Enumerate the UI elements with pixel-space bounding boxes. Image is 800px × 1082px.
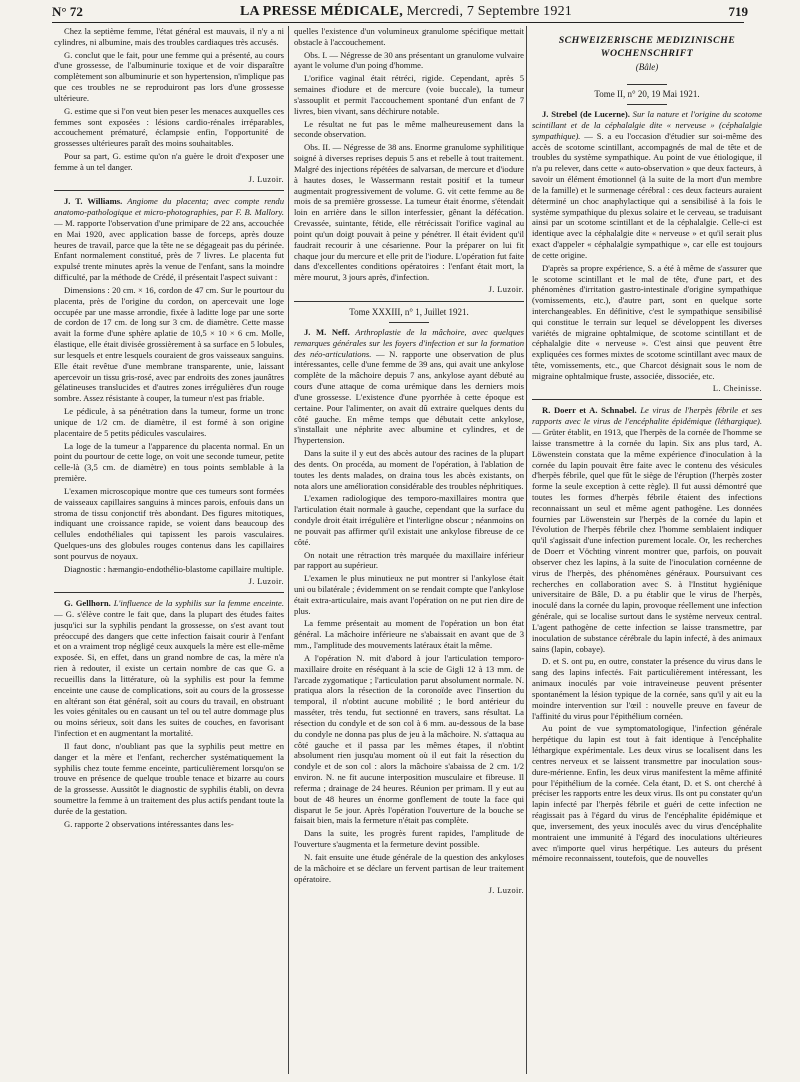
column-right: [532, 26, 762, 1078]
paragraph: Le pédicule, à sa pénétration dans la tumeur, forme un tronc unique de 1/2 cm. de diamètre, il est formé à son origine placentaire de 5 petits pédicules vasculaires.: [54, 406, 284, 438]
separator: [54, 190, 284, 191]
article-title: Angiome du placenta; avec compte rendu anatomo-pathologique et micro-photographies, par F. B. Mallory.: [54, 196, 284, 218]
paragraph: Au point de vue symptomatologique, l'infection générale herpétique du lapin est tout à fait identique à l'encéphalite léthargique expérimentale. Les deux virus se localisent dans les centres nerveux et se laissent transmettre par inoculation sous-dure-mérienne. Enfin, les deux virus manifestent la même affinité pour l'épithélium de la cornée. Cela étant, D. et S. ont cherché à préciser les rapports entre les deux virus. Ils ont pu constater qu'un lapin infecté par l'herpès fébrile et guéri de cette infection ne réagissait pas à l'égard du virus de l'encéphalite épidémique et que, inversement, des yeux inoculés avec du virus d'encéphalite montraient une immunité à l'égard des inoculations ultérieures avec n'importe quel virus herpétique. Les auteurs du présent mémoire reconnaissent, toutefois, que de nouvelles: [532, 723, 762, 864]
header-rule: [52, 22, 744, 23]
paragraph: L'examen le plus minutieux ne put montrer si l'ankylose était uni ou bilatérale ; évidemment on se rendait compte que l'ankylose était extra-articulaire, mais avant l'opération on ne put rien dire de plus.: [294, 573, 524, 616]
separator: [54, 592, 284, 593]
issue-date: Mercredi, 7 Septembre 1921: [402, 4, 572, 19]
journal-name: LA PRESSE MÉDICALE,: [240, 4, 403, 19]
paragraph: Diagnostic : hæmangio-endothélio-blastome capillaire multiple.: [64, 563, 284, 574]
article-author: J. M. Neff.: [304, 326, 350, 337]
article-author: G. Gellhorn.: [64, 598, 111, 609]
page-number: 719: [728, 4, 748, 19]
paragraph: La femme présentait au moment de l'opération un bon état général. La mâchoire inférieure ne s'abaissait en avant que de 3 mm., l'amplitude des mouvements latéraux était la même.: [294, 618, 524, 651]
signature: J. Luzoir.: [488, 886, 524, 896]
separator: [627, 84, 667, 85]
signature: J. Luzoir.: [248, 576, 284, 586]
article-author: R. Doerr et A. Schnabel.: [542, 405, 637, 416]
paragraph: La loge de la tumeur a l'apparence du placenta normal. En un point du pourtour de cette loge, on voit une seconde tumeur, petite celle-là (3,5 cm. de diamètre) en tous points semblable à la première.: [54, 440, 284, 484]
article-title: L'influence de la syphilis sur la femme enceinte.: [113, 598, 284, 609]
separator: [627, 104, 667, 105]
paragraph: Pour sa part, G. estime qu'on n'a guère le droit d'exposer une femme à un tel danger.: [54, 151, 284, 172]
paragraph: Obs. I. — Négresse de 30 ans présentant un granulome vulvaire ayant le volume d'un poing d'homme.: [294, 49, 524, 71]
paragraph: L'orifice vaginal était rétréci, rigide. Cependant, après 5 semaines d'iodure et de mercure (voie buccale), la tumeur s'assouplit et permit l'accouchement spontané d'un enfant de 7 livres, bien vivant, sans déchirure notable.: [294, 73, 524, 116]
column-middle: [294, 26, 524, 1078]
paragraph: Dans la suite il y eut des abcès autour des racines de la plupart des dents. On procéda, au moment de l'opération, à l'ablation de toutes les dents malades, on draina tous les abcès existants, on nota alors une amélioration considérable des troubles néphritiques.: [294, 448, 524, 491]
article-title: Le virus de l'herpès fébrile et ses rapports avec le virus de l'encéphalite épidémique (léthargique).: [532, 405, 762, 427]
separator: [532, 399, 762, 400]
article-strebel: [532, 109, 762, 261]
paragraph: quelles l'existence d'un volumineux granulome spécifique mettait obstacle à l'accouchement.: [294, 26, 524, 47]
issue-number: N° 72: [52, 4, 83, 19]
paragraph: A l'opération N. mit d'abord à jour l'articulation temporo-maxillaire droite en réséquant à la scie de Gigli 12 à 13 mm. de l'arcade zygomatique ; l'articulation parut absolument normale. N. pratiqua alors la résection de la coronoïde avec l'insertion du temporal, il n'obtint aucune mobilité ; le bord antérieur du masséter, très tendu, fut sectionné en travers, sans résultat. La résection du condyle et de son col à 6 mm. au-dessous de la base du condyle ne donna pas plus de jeu à la mâchoire. N. s'attaqua au côté gauche et il passa par les mêmes étapes, il n'obtint absolument rien jusqu'au moment où il eut fait la résection du condyle et de son col : alors la mâchoire s'abaissa de 2 cm. 1/2 environ. N. ne fit aucune interposition musculaire et fibreuse. Il referma ; drainage de 24 heures. Réunion per primam. Il y eut au bout de 48 heures un énorme gonflement de toute la face qui disparut le 5e jour. Après l'opération l'ouverture de la bouche se faisait bien, mais la fermeture n'était pas complète.: [294, 652, 524, 826]
journal-heading: [532, 34, 762, 60]
separator: [389, 322, 429, 323]
paragraph: Dans la suite, les progrès furent rapides, l'amplitude de l'ouverture s'augmenta et la fermeture devint possible.: [294, 828, 524, 850]
column-left: [54, 26, 284, 1078]
paragraph: L'examen radiologique des temporo-maxillaires montra que l'articulation était normale à gauche, cependant que la surface du condyle droit était irrégulière et l'interligne obscur ; néanmoins on ne pouvait pas affirmer qu'il existait une ankylose fibreuse de ce côté.: [294, 493, 524, 547]
article-author: J. Strebel (de Lucerne).: [542, 109, 630, 120]
journal-name-line: WOCHENSCHRIFT: [600, 48, 694, 60]
paragraph: — G. s'élève contre le fait que, dans la plupart des études faites jusqu'ici sur la syphilis pendant la grossesse, on s'est avant tout préoccupé des dangers que cette infection faisait courir à l'enfant et on a vraiment trop négligé ceux auxquels la mère est elle-même exposée. Si, en effet, dans un grand nombre de cas, la mère n'a rien à redouter, il existe un certain nombre de cas que G. a recueillis dans la littérature, où la syphilis est pour la femme enceinte une cause de complications, soit au cours de la grossesse en altérant son état général, soit au cours du travail, en obstruant les voies génitales ou en causant un tel ou tel autre dommage plus ou moins sérieux, soit dans les suites de couches, en favorisant l'infection et en augmentant la mortalité.: [54, 608, 284, 739]
article-title: Sur la nature et l'origine du scotome scintillant et de la céphalalgie dite « nerveuse » (céphalalgie sympathique).: [532, 109, 762, 141]
paragraph: — M. rapporte l'observation d'une primipare de 22 ans, accouchée en Mai 1920, avec application basse de forceps, après douze heures de travail, parce que la tête ne se dégageait pas du périnée. Enfant normalement constitué, près de 7 livres. Le placenta fut expulsé trente minutes après la venue de l'enfant, sans la moindre difficulté, par la méthode de Crédé, il présentait l'aspect suivant :: [54, 218, 284, 283]
paragraph: D. et S. ont pu, en outre, constater la présence du virus dans le sang des lapins infectés. Fait particulièrement intéressant, les animaux inoculés par voie intraveineuse peuvent présenter spontanément la lésion typique de la cornée, sans qu'il y ait eu la moindre intervention sur l'œil : nouvelle preuve en faveur de l'affinité du virus pour l'épithélium cornéen.: [532, 656, 762, 721]
paragraph: Obs. II. — Négresse de 38 ans. Enorme granulome syphilitique soigné à diverses reprises depuis 5 ans et rebelle à tout traitement. Malgré des injections répétées de salvarsan, de mercure et d'iodure à hautes doses, le Wassermann restait positif et la tumeur augmentait progressivement de volume. G. vit cette femme au 8e mois de sa première grossesse. La tumeur était énorme, s'étendait loin en arrière dans le sillon interfessier, gênant la défécation. Crevassée, suintante, fétide, elle rétrécissait l'orifice vaginal au point qu'un doigt pouvait à peine y pénétrer. Il était évident qu'il faudrait recourir à une césarienne. Pour la préparer on lui fit chaque jour du mercure et elle prit de l'iodure. L'opération fut faite dans d'excellentes conditions opératoires : l'enfant était mort, la mère mourut, 3 jours après, d'infection.: [294, 142, 524, 283]
paragraph: G. rapporte 2 observations intéressantes dans les-: [64, 818, 234, 829]
separator: [294, 301, 524, 302]
paragraph: N. fait ensuite une étude générale de la question des ankyloses de la mâchoire et se déclare un fervent partisan de leur traitement opératoire.: [294, 851, 524, 884]
paragraph: Chez la septième femme, l'état général est mauvais, il n'y a ni cylindres, ni albumine, mais des troubles cardiaques très accusés.: [54, 26, 284, 47]
paragraph: — N. rapporte une observation de plus intéressantes, celle d'une femme de 39 ans, qui avait une ankylose complète de la mâchoire depuis 7 ans, ankylose ayant débuté au cours d'une attaque de coma urémique dans les derniers mois d'une grossesse. L'existence d'une pyorrhée à cette époque est certaine. Pour l'alimenter, on avait dû extraire quelques dents du côté gauche. En même temps que débutait cette ankylose, s'installait une néphrite avec albumine et cylindres, et de l'hypertension.: [294, 348, 524, 446]
paragraph: Le résultat ne fut pas le même malheureusement dans la seconde observation.: [294, 118, 524, 140]
running-title: [240, 4, 572, 20]
column-divider: [288, 26, 289, 1074]
paragraph: — Grüter établit, en 1913, que l'herpès de la cornée de l'homme se laisse transmettre à la cornée du lapin. Six ans plus tard, A. Löwenstein constata que la même expérience d'inoculation à la cornée du lapin pouvait être faite avec le contenu des vésicules d'herpès fébrile, quel que fût le siège de l'éruption (l'herpès zoster forme la seule exception à cette règle). Il fut aussi démontré que toutes les formes d'herpès fébrile étaient des infections reconnaissant un seul et même agent pathogène. Les données fournies par Löwenstein sur l'herpès de la cornée du lapin et l'évolution de l'herpès fébrile chez l'homme semblaient indiquer qu'il s'agissait d'une infection purement locale. Or, les recherches de Doerr et Vöchting vinrent montrer que, parfois, on pouvait observer chez les lapins, à la suite de l'inoculation cornéenne de virus de l'herpès, des phénomènes généraux. Poursuivant ces recherches en collaboration avec S. à l'Institut hygiénique universitaire de Bâle, D. a pu établir que le virus de l'herpès, inoculé dans la cornée du lapin, provoque réellement une infection générale, qui se localise surtout dans le système nerveux central. L'agent pathogène de cette infection se laisse transmettre, par inoculation de substance cérébrale du lapin infecté, à des animaux sains (lapin, cobaye).: [532, 427, 762, 654]
signature: J. Luzoir.: [248, 174, 284, 184]
page-header: [52, 4, 748, 22]
paragraph: L'examen microscopique montre que ces tumeurs sont formées de vaisseaux capillaires sanguins à minces parois, enfouis dans un stroma de tissu conjonctif très abondant. Des figures mitotiques, indiquant une croissance rapide, se voient dans beaucoup des cellules endothéliales qui tapissent les parois vasculaires. Quelques-uns des globules rouges contenus dans les capillaires sont pourvus de noyaux.: [54, 485, 284, 561]
paragraph: D'après sa propre expérience, S. a été à même de s'assurer que le scotome scintillant et le mal de tête, d'une part, et des phénomènes d'irritation gastro-intestinale d'origine sympathique (vomissements, etc.), d'autre part, sont en quelque sorte interchangeables. En définitive, c'est le sympathique sensibilisé qui constitue le terrain sur lequel se développent les diverses variétés de migraine ophtalmique, de scotome scintillant et de céphalalgie dite « nerveuse ». C'est ainsi que peuvent être expliquées ces formes mixtes de scotome scintillant avec maux de tête, vomissements, etc., que Charcot désignait sous le nom de migraine ophtalmique fruste, associée, dissociée, etc.: [532, 262, 762, 381]
column-divider: [526, 26, 527, 1074]
signature: L. Cheinisse.: [712, 383, 762, 393]
article-williams: [54, 196, 284, 283]
volume-reference: Tome XXXIII, n° 1, Juillet 1921.: [349, 306, 469, 317]
article-neff: [294, 327, 524, 446]
paragraph: G. estime que si l'on veut bien peser les menaces auxquelles ces femmes sont exposées : lésions cardio-rénales irréparables, accouchement prématuré, éclampsie enfin, l'opportunité de grossesses ultérieures paraît des moins souhaitables.: [54, 105, 284, 149]
article-gellhorn: [54, 598, 284, 739]
article-title: Arthroplastie de la mâchoire, avec quelques remarques générales sur les foyers d'infection et sur la formation des néo-articulations.: [294, 326, 524, 359]
paragraph: On notait une rétraction très marquée du maxillaire inférieur par rapport au supérieur.: [294, 549, 524, 571]
paragraph: G. conclut que le fait, pour une femme qui a présenté, au cours d'une grossesse, de l'albuminurie toxique et de voir disparaître complètement son albuminurie et son hypertension, n'implique pas que ces troubles ne se reproduiront pas lors d'une grossesse ultérieure.: [54, 49, 284, 103]
paragraph: Dimensions : 20 cm. × 16, cordon de 47 cm. Sur le pourtour du placenta, près de l'origine du cordon, on apercevait une loge occupée par une masse arrondie, fixée à laditte loge par une sorte de cordon de 17 cm. de long sur 3 cm. de diamètre. Cette masse avait la forme d'une sphère aplatie de 10,5 × 10 × 6 cm. Molle, élastique, elle était divisée grossièrement à sa surface en 5 lobules, sur lesquels et entre lesquels couraient de gros vaisseaux sanguins. Elle était revêtue d'une membrane transparente, unie, laissant apercevoir un tissu gris-rosé, avec par endroits des zones jaunâtres gélatineuses translucides et d'autres zones irrégulières d'un rouge sombre. Assez résistante à couper, la tumeur n'est pas friable.: [54, 284, 284, 404]
volume-reference: Tome II, n° 20, 19 Mai 1921.: [594, 88, 700, 99]
article-author: J. T. Williams.: [64, 196, 123, 207]
paragraph: Il faut donc, n'oubliant pas que la syphilis peut mettre en danger et la mère et l'enfant, rechercher systématiquement la syphilis chez toute femme enceinte, particulièrement lorsqu'on se trouve en présence de quelque trouble tenace et bizarre au cours de la grossesse. Aussitôt le diagnostic de syphilis établi, on devra soumettre la femme à un traitement des plus actifs pendant toute la durée de la gestation.: [54, 740, 284, 816]
journal-city: (Bâle): [635, 62, 659, 73]
journal-name-line: SCHWEIZERISCHE MEDIZINISCHE: [558, 35, 736, 46]
signature: J. Luzoir.: [488, 285, 524, 295]
article-doerr: [532, 405, 762, 654]
paragraph: — S. a eu l'occasion d'étudier sur soi-même des accès de scotome scintillant, accompagnés de mal de tête et de troubles du système sympathique. Au point de vue étiologique, il n'a pu relever, dans cette « auto-observation » que deux facteurs, à savoir un élément émotionnel (à la suite de la mort d'un membre de la famille) et le surmenage cérébral : ces deux facteurs auraient déterminé un choc anaphylactique qui a sensibilisé à la fois le système sympathique du plexus solaire et le cerveau, se traduisant ainsi par un scotome scintillant et de la céphalalgie. Celle-ci est identique avec la céphalalgie dite « nerveuse » et qu'il serait plus exact d'appeler « céphalalgie sympathique », car elle est toujours de cette origine.: [532, 130, 762, 260]
